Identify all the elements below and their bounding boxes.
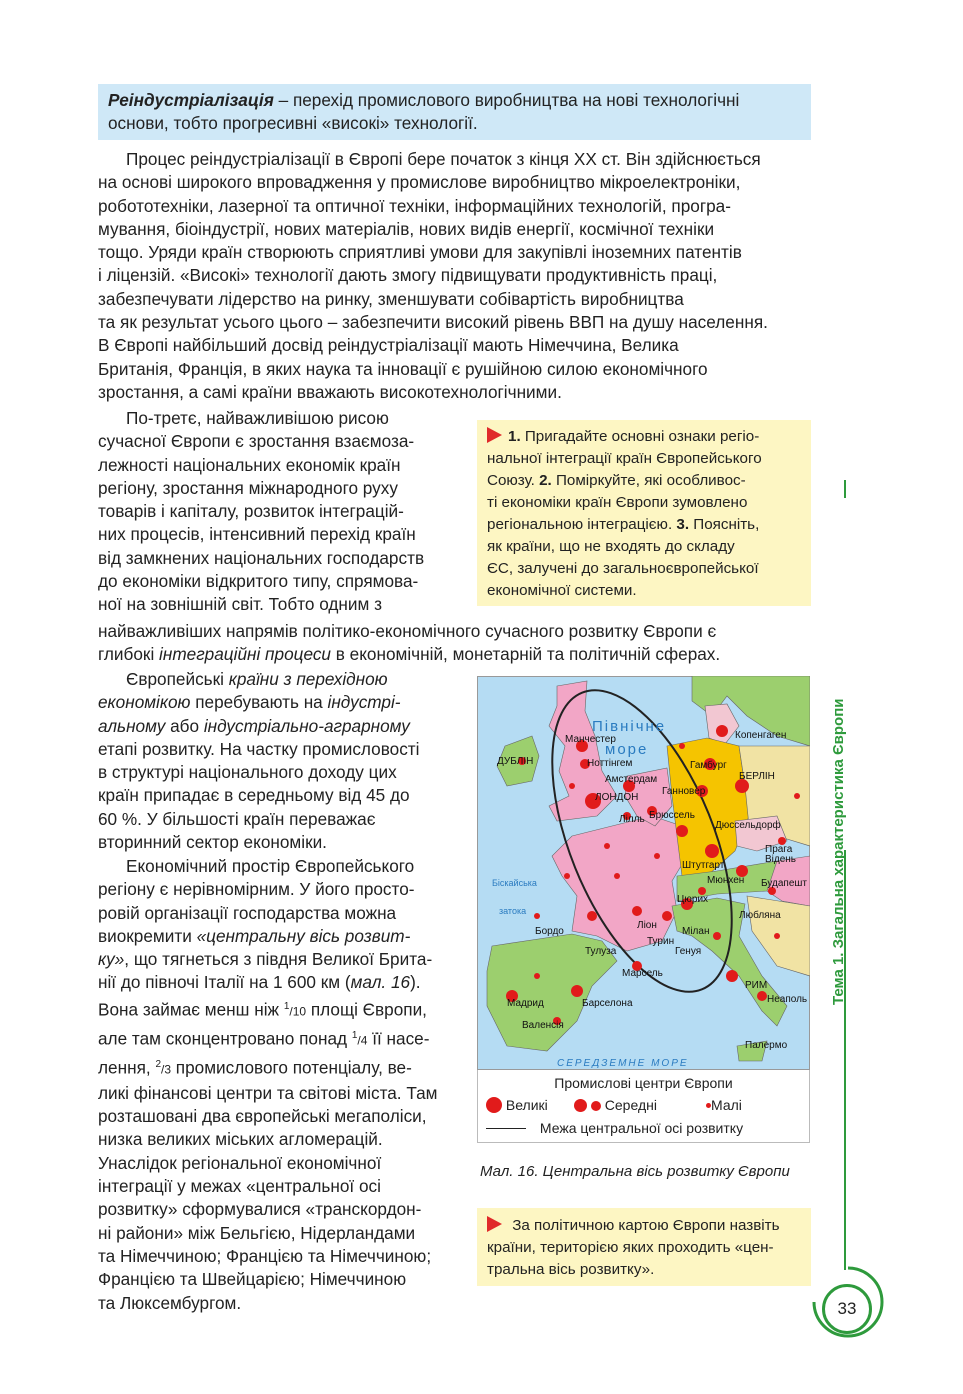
svg-text:Любляна: Любляна	[739, 910, 781, 921]
svg-text:Манчестер: Манчестер	[565, 734, 616, 745]
large-circle-icon	[486, 1097, 502, 1113]
definition-term: Реіндустріалізація	[108, 90, 274, 110]
sea-label-biscay: Біскайська	[492, 878, 537, 888]
svg-text:Дюссельдорф: Дюссельдорф	[715, 820, 781, 831]
svg-text:Брюссель: Брюссель	[649, 810, 695, 821]
legend-medium: Середні	[574, 1097, 657, 1113]
svg-text:Амстердам: Амстердам	[605, 774, 658, 785]
medium-circle-small-icon	[591, 1101, 601, 1111]
svg-text:Генуя: Генуя	[675, 946, 702, 957]
svg-text:Будапешт: Будапешт	[761, 878, 807, 889]
paragraph-reindustrialization: Процес реіндустріалізації в Європі бере початок з кінця XX ст. Він здійснюється на основі широкого впровадження у промислове виробництво мікроелектроніки, робототехніки, лазерної та оптичної техніки, інформаційних технологій, програ- мування, біоіндустрії, нових матеріалів, нових видів енергії, космічної техніки тощо. Уряди країн створюють сприятливі умови для закупівлі іноземних патентів і ліцензій. «Високі» технології дають змогу підвищувати продуктивність праці, забезпечувати лідерство на ринку, зменшувати собівартість виробництва та як результат усього цього – забезпечити високий рівень ВВП на душу населення. В Європі найбільший досвід реіндустріалізації мають Німеччина, Велика Британія, Франція, в яких наука та інновації є рушійною силою економічного зростання, а самі країни вважають високотехнологічними.	[98, 149, 768, 402]
svg-text:Тулуза: Тулуза	[585, 946, 617, 957]
legend-title: Промислові центри Європи	[554, 1075, 733, 1091]
sea-label-north: Північне	[592, 718, 667, 735]
svg-text:Ноттінгем: Ноттінгем	[587, 758, 633, 769]
svg-text:Лілль: Лілль	[619, 814, 645, 825]
svg-text:Ліон: Ліон	[637, 920, 657, 931]
svg-text:Гамбург: Гамбург	[690, 760, 727, 771]
svg-text:Валенсія: Валенсія	[522, 1020, 564, 1031]
svg-text:БЕРЛІН: БЕРЛІН	[739, 771, 775, 782]
svg-text:Ганновер: Ганновер	[662, 786, 706, 797]
sea-label-north-2: море	[605, 741, 649, 758]
paragraph-integration-cont: найважливіших напрямів політико-економічного сучасного розвитку Європи є глибокі інтеграційні процеси в економічній, монетарній та політичній сферах.	[98, 621, 721, 665]
question-box-2: За політичною картою Європи назвіть країни, територією яких проходить «цен- тральна вісь розвитку».	[477, 1208, 811, 1286]
svg-text:Палермо: Палермо	[745, 1040, 788, 1051]
sea-label-med: СЕРЕДЗЕМНЕ МОРЕ	[557, 1058, 689, 1069]
legend-large: Великі	[486, 1097, 548, 1113]
paragraph-central-axis: Економічний простір Європейського регіону є нерівномірним. У його просто- ровій організації господарства можна виокремити «центральну вісь розвит- ку», що тягнеться з півдня Великої Брита- нії до півночі Італії на 1 600 км (мал. 16). Вона займає менш ніж $^1$/10 площі Європи, але там сконцентровано понад $^1$/4 її насе- лення, $^2$/3 промислового потенціалу, ве- ликі фінансові центри та світові міста. Там розташовані два європейські мегаполіси, низка великих міських агломерацій. Унаслідок регіональної економічної інтеграції у межах «центральної осі розвитку» сформувалися «транскордон- ні райони» між Бельгією, Нідерландами та Німеччиною; Францією та Німеччиною; Францією та Швейцарією; Німеччиною та Люксембургом.	[98, 856, 438, 1313]
svg-text:Цюрих: Цюрих	[677, 894, 709, 905]
triangle-marker-icon	[487, 1216, 502, 1232]
definition-box	[98, 84, 811, 140]
svg-text:Мілан: Мілан	[682, 926, 710, 937]
question-box-1: 1. Пригадайте основні ознаки регіо- нальної інтеграції країн Європейського Союзу. 2. Поміркуйте, які особливос- ті економіки країн Європи зумовлено регіональною інтеграцією. 3. Поясніть, як країни, що не входять до складу ЄС, залучені до загальноєвропейської економічної системи.	[477, 420, 811, 606]
svg-text:РИМ: РИМ	[745, 980, 768, 991]
svg-text:Прага: Прага	[765, 844, 793, 855]
map-caption: Мал. 16. Центральна вісь розвитку Європи	[480, 1163, 790, 1180]
svg-text:Турин: Турин	[647, 936, 675, 947]
paragraph-transition-economies: Європейські країни з перехідною економікою перебувають на індустрі- альному або індустріально-аграрному етапі розвитку. На частку промисловості в структурі національного доходу цих країн припадає в середньому від 45 до 60 %. У більшості країн переважає вторинний сектор економіки.	[98, 669, 420, 853]
svg-text:Бордо: Бордо	[535, 926, 564, 937]
page-number: 33	[822, 1284, 872, 1334]
triangle-marker-icon	[487, 427, 502, 443]
svg-text:Копенгаген: Копенгаген	[735, 730, 787, 741]
svg-text:Неаполь: Неаполь	[767, 994, 808, 1005]
sea-label-biscay-2: затока	[499, 906, 527, 916]
sidebar-topic-title: Тема 1. Загальна характеристика Європи	[830, 698, 847, 1005]
definition-text: Реіндустріалізація – перехід промислового виробництва на нові технологічні основи, тобто прогресивні «високі» технології.	[108, 90, 740, 133]
axis-line-icon	[486, 1128, 526, 1129]
svg-text:Мюнхен: Мюнхен	[707, 875, 745, 886]
paragraph-integration: По-третє, найважливішою рисою сучасної Європи є зростання взаємоза- лежності національних економік країн регіону, зростання міжнародного руху товарів і капіталу, розвиток інтеграцій- них процесів, інтенсивний перехід країн від замкнених національних господарств до економіки відкритого типу, спрямова- ної на зовнішній світ. Тобто одним з	[98, 408, 425, 615]
europe-central-axis-map	[477, 676, 810, 1070]
svg-text:Марсель: Марсель	[622, 968, 663, 979]
legend-small: Малі	[706, 1097, 742, 1113]
map-legend	[477, 1070, 810, 1143]
medium-circle-icon	[574, 1099, 587, 1112]
svg-text:Барселона: Барселона	[582, 998, 633, 1009]
svg-text:ДУБЛІН: ДУБЛІН	[497, 756, 534, 767]
svg-text:ЛОНДОН: ЛОНДОН	[595, 792, 639, 803]
svg-text:Штутгарт: Штутгарт	[682, 860, 725, 871]
svg-text:Мадрид: Мадрид	[507, 998, 544, 1009]
svg-text:Відень: Відень	[765, 854, 797, 865]
legend-axis: Межа центральної осі розвитку	[486, 1120, 743, 1136]
